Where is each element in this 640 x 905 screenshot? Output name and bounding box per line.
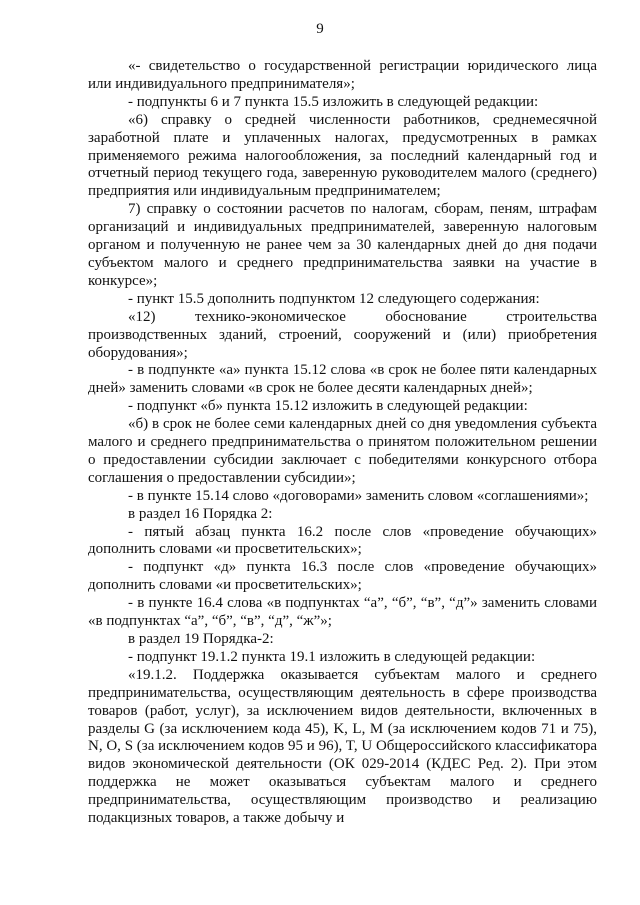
paragraph-14: - в пункте 16.4 слова «в подпунктах “а”, “б”, “в”, “д”» заменить словами «в подпунктах “а”, “б”, “в”, “д”, “ж”»; bbox=[88, 595, 597, 630]
paragraph-4: 7) справку о состоянии расчетов по налогам, сборам, пеням, штрафам организаций и индивидуальных предпринимателей, заверенную налоговым органом и полученную не ранее чем за 30 календарных дней до дня подачи субъектом малого и среднего предпринимательства заявки на участие в конкурсе»; bbox=[88, 201, 597, 289]
paragraph-11: в раздел 16 Порядка 2: bbox=[128, 505, 273, 522]
paragraph-6: «12) технико-экономическое обоснование строительства производственных зданий, строений, сооружений и (или) приобретения оборудования»; bbox=[88, 308, 597, 361]
paragraph-15: в раздел 19 Порядка-2: bbox=[128, 631, 274, 647]
paragraph-5: - пункт 15.5 дополнить подпунктом 12 следующего содержания: bbox=[128, 290, 540, 307]
paragraph-1: «- свидетельство о государственной регистрации юридического лица или индивидуального предпринимателя»; bbox=[88, 58, 597, 92]
paragraph-13: - подпункт «д» пункта 16.3 после слов «проведение обучающих» дополнить словами «и просветительских»; bbox=[88, 559, 597, 594]
paragraph-10: - в пункте 15.14 слово «договорами» заменить словом «соглашениями»; bbox=[128, 487, 589, 504]
paragraph-7: - в подпункте «а» пункта 15.12 слова «в срок не более пяти календарных дней» заменить словами «в срок не более десяти календарных дней»; bbox=[88, 362, 597, 397]
document-body bbox=[88, 58, 597, 828]
paragraph-9: «б) в срок не более семи календарных дней со дня уведомления субъекта малого и среднего предпринимательства о принятом положительном решении о предоставлении субсидии заключает с победителями конкурсного отбора соглашения о предоставлении субсидии»; bbox=[88, 416, 597, 486]
paragraph-3: «6) справку о средней численности работников, среднемесячной заработной плате и уплаченных налогах, предусмотренных в рамках применяемого режима налогообложения, за последний календарный год и отчетный период текущего года, заверенную руководителем малого (среднего) предприятия или индивидуальным предпринимателем; bbox=[88, 111, 597, 200]
paragraph-8: - подпункт «б» пункта 15.12 изложить в следующей редакции: bbox=[128, 398, 528, 415]
paragraph-16: - подпункт 19.1.2 пункта 19.1 изложить в следующей редакции: bbox=[128, 648, 536, 665]
paragraph-2: - подпункты 6 и 7 пункта 15.5 изложить в следующей редакции: bbox=[128, 93, 539, 110]
paragraph-12: - пятый абзац пункта 16.2 после слов «проведение обучающих» дополнить словами «и просветительских»; bbox=[88, 523, 597, 558]
page-number: 9 bbox=[316, 21, 324, 37]
paragraph-17: «19.1.2. Поддержка оказывается субъектам малого и среднего предпринимательства, осуществляющим деятельность в сфере производства товаров (работ, услуг), за исключением видов деятельности, включенных в разделы G (за исключением кода 45), K, L, M (за исключением кодов 71 и 75), N, O, S (за исключением кодов 95 и 96), T, U Общероссийского классификатора видов экономической деятельности (ОК 029-2014 (КДЕС Ред. 2). При этом поддержка не может оказываться субъектам малого и среднего предпринимательства, осуществляющим производство и реализацию подакцизных товаров, а также добычу и bbox=[88, 666, 597, 827]
